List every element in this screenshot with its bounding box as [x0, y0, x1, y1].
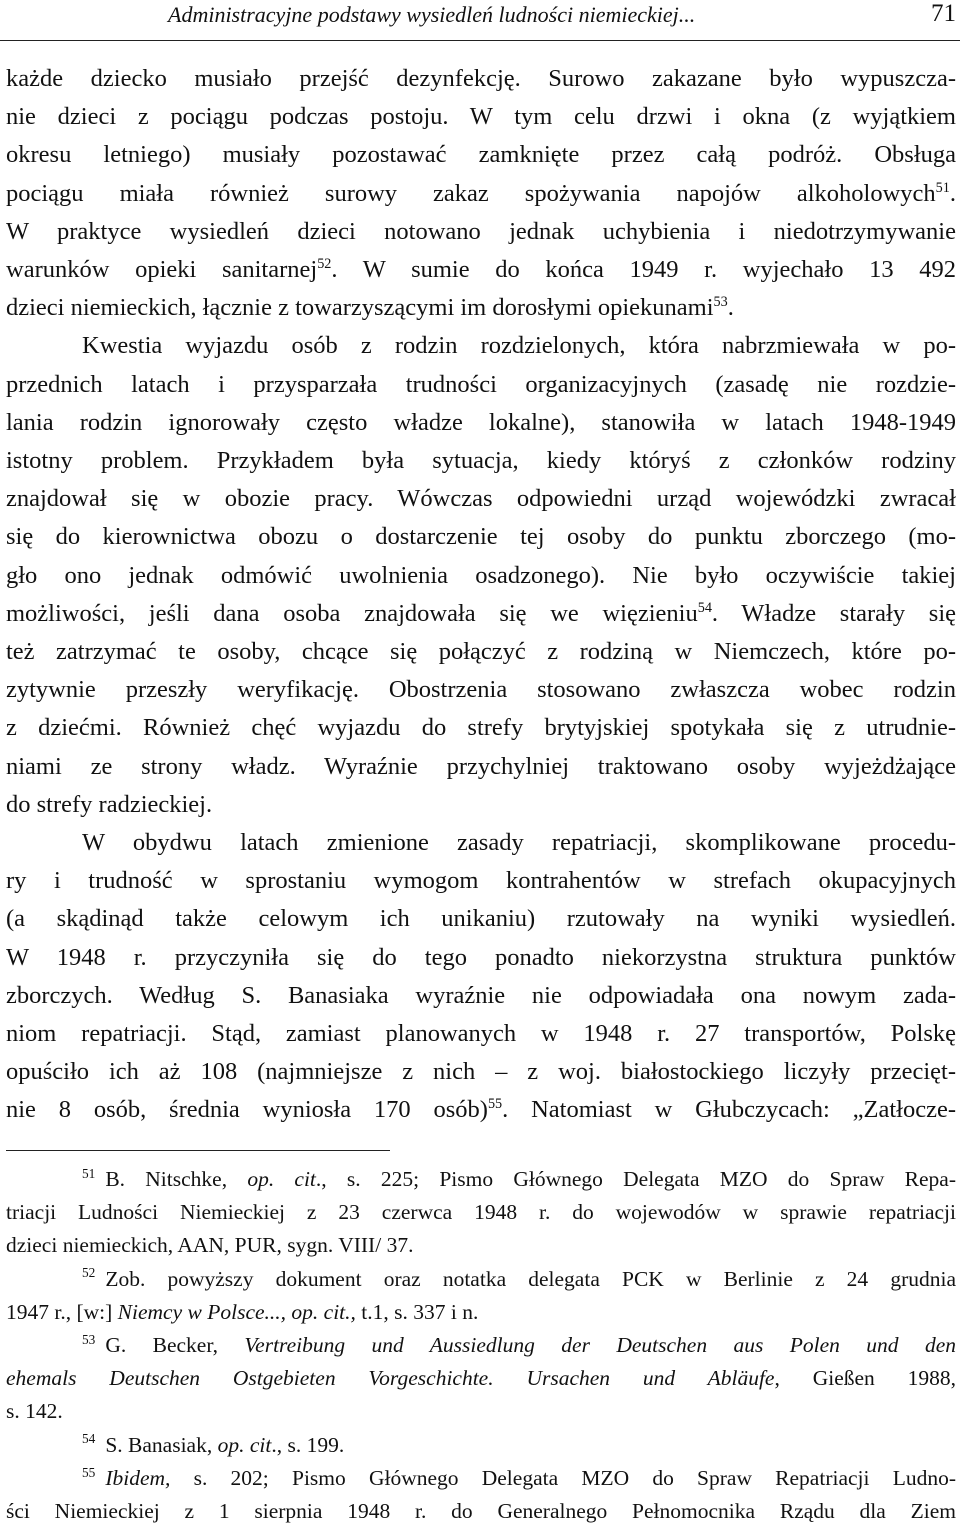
text-span: . W sumie do końca 1949 r. wyjechało 13 492 [331, 256, 956, 284]
text-line: okresu letniego) musiały pozostawać zamknięte przez całą podróż. Obsługa [6, 141, 956, 169]
footnote-52 [6, 1263, 956, 1329]
footnote-line [6, 1163, 956, 1196]
paragraph-1 [6, 60, 956, 327]
text-line: też zatrzymać te osoby, chcące się połączyć z rodziną w Niemczech, które po- [6, 638, 956, 666]
text-span: nie 8 osób, średnia wyniosła 170 osób) [6, 1096, 488, 1124]
text-span: ., s. 199. [271, 1432, 345, 1457]
text-line: się do kierownictwa obozu o dostarczenie tej osoby do punktu zborczego (mo- [6, 523, 956, 551]
footnote-line: ści Niemieckiej z 1 sierpnia 1948 r. do Generalnego Pełnomocnika Rządu dla Ziem [6, 1499, 956, 1524]
text-line: każde dziecko musiało przejść dezynfekcję. Surowo zakazane było wypuszcza- [6, 65, 956, 92]
footnote-line: dzieci niemieckich, AAN, PUR, sygn. VIII/ 37. [6, 1233, 414, 1258]
footnote-53 [6, 1329, 956, 1429]
text-span: Vertreibung und Aussiedlung der Deutschen aus Polen und den [244, 1333, 956, 1358]
text-span: t.1, s. 337 i n. [355, 1299, 479, 1324]
text-line: przednich latach i przysparzała trudności organizacyjnych (zasadę nie rozdzie- [6, 370, 956, 398]
text-span: , Gießen 1988, [774, 1366, 956, 1391]
footnote-line [6, 1362, 956, 1395]
text-span: . [727, 294, 734, 322]
text-span: . Natomiast w Głubczycach: „Zatłocze- [502, 1096, 957, 1124]
text-line [6, 175, 956, 213]
footnote-number: 54 [82, 1431, 96, 1447]
footnote-ref-55: 55 [487, 1096, 503, 1113]
footnote-51 [6, 1163, 956, 1263]
text-line: zborczych. Według S. Banasiaka wyraźnie nie odpowiadała ona nowym zada- [6, 981, 956, 1009]
paragraph-2 [6, 327, 956, 824]
text-span: ., s. 225; Pismo Głównego Delegata MZO do Spraw Repa- [315, 1167, 956, 1191]
page-number: 71 [931, 0, 956, 27]
footnote-line [6, 1296, 956, 1329]
footnote-ref-54: 54 [697, 599, 712, 616]
footnote-separator [6, 1150, 390, 1151]
text-span: B. Nitschke, [105, 1167, 248, 1191]
footnote-number: 55 [82, 1464, 96, 1480]
running-title: Administracyjne podstawy wysiedleń ludności niemieckiej... [168, 2, 696, 27]
footnote-line [6, 1462, 956, 1495]
text-line: nie dzieci z pociągu podczas postoju. W tym celu drzwi i okna (z wyjątkiem [6, 103, 956, 131]
text-line: opuściło ich aż 108 (najmniejsze z nich – z woj. białostockiego liczyły przecięt- [6, 1058, 956, 1086]
text-line: z dziećmi. Również chęć wyjazdu do strefy brytyjskiej spotykała się z utrudnie- [6, 714, 956, 742]
text-span: . Władze starały się [711, 599, 956, 627]
text-span: 1947 r., [w:] [6, 1299, 118, 1324]
text-span: Niemcy w Polsce..., op. cit., [117, 1299, 356, 1324]
footnotes [6, 1163, 956, 1528]
text-line: istotny problem. Przykładem była sytuacja, kiedy któryś z członków rodziny [6, 447, 956, 475]
text-line: gło ono jednak odmówić uwolnienia osadzonego). Nie było oczywiście takiej [6, 561, 956, 589]
text-line [6, 289, 956, 327]
text-span: . [949, 179, 956, 207]
text-span: S. Banasiak, [105, 1432, 218, 1457]
text-line: (a skądinąd także celowym ich unikaniu) rzutowały na wyniki wysiedleń. [6, 905, 956, 933]
text-line: do strefy radzieckiej. [6, 790, 213, 818]
text-span: możliwości, jeśli dana osoba znajdowała się we więzieniu [6, 599, 698, 627]
footnote-number: 51 [82, 1165, 96, 1181]
text-line: niom repatriacji. Stąd, zamiast planowanych w 1948 r. 27 transportów, Polskę [6, 1020, 956, 1048]
text-line: ry i trudność w sprostaniu wymogom kontrahentów w strefach okupacyjnych [6, 867, 956, 895]
text-line: niami ze strony władz. Wyraźnie przychylniej traktowano osoby wyjeżdżające [6, 752, 956, 780]
footnote-number: 53 [82, 1331, 96, 1347]
text-line: znajdował się w obozie pracy. Wówczas odpowiedni urząd wojewódzki zwracał [6, 485, 956, 513]
text-span: op. cit [247, 1167, 316, 1191]
text-line: W obydwu latach zmienione zasady repatriacji, skomplikowane procedu- [82, 829, 956, 857]
paragraph-3 [6, 824, 956, 1130]
text-span: G. Becker, [105, 1333, 245, 1358]
text-span: Ibidem, [105, 1465, 171, 1490]
footnote-55 [6, 1462, 956, 1528]
text-line: zytywnie przeszły weryfikację. Obostrzenia stosowano zwłaszcza wobec rodzin [6, 676, 956, 704]
text-span: s. 202; Pismo Głównego Delegata MZO do Spraw Repatriacji Ludno- [170, 1465, 956, 1490]
text-line [6, 1091, 956, 1129]
text-span: warunków opieki sanitarnej [6, 256, 318, 284]
footnote-line [6, 1263, 956, 1296]
main-text [6, 60, 956, 1130]
text-span: dzieci niemieckich, łącznie z towarzyszącymi im dorosłymi opiekunami [6, 294, 714, 322]
footnote-ref-51: 51 [935, 179, 950, 196]
footnote-line: s. 142. [6, 1399, 63, 1424]
text-line [6, 595, 956, 633]
text-span: ehemals Deutschen Ostgebieten Vorgeschichte. Ursachen und Abläufe [6, 1366, 775, 1391]
footnote-ref-53: 53 [713, 294, 728, 311]
text-line: Kwestia wyjazdu osób z rodzin rozdzielonych, która nabrzmiewała w po- [82, 332, 956, 360]
text-line [6, 251, 956, 289]
footnote-line [6, 1429, 956, 1462]
text-line: W 1948 r. przyczyniła się do tego ponadto niekorzystna struktura punktów [6, 943, 956, 971]
footnote-54 [6, 1429, 956, 1462]
footnote-line [6, 1329, 956, 1362]
footnote-ref-52: 52 [317, 255, 332, 272]
running-header [0, 0, 960, 41]
text-span: op. cit [217, 1432, 272, 1457]
text-line: W praktyce wysiedleń dzieci notowano jednak uchybienia i niedotrzymywanie [6, 217, 956, 245]
text-span: Zob. powyższy dokument oraz notatka delegata PCK w Berlinie z 24 grudnia [105, 1266, 956, 1291]
text-span: pociągu miała również surowy zakaz spożywania napojów alkoholowych [6, 179, 936, 207]
footnote-line: triacji Ludności Niemieckiej z 23 czerwca 1948 r. do wojewodów w sprawie repatriacji [6, 1200, 956, 1225]
footnote-number: 52 [82, 1265, 96, 1281]
text-line: lania rodzin ignorowały często władze lokalne), stanowiła w latach 1948-1949 [6, 408, 956, 436]
